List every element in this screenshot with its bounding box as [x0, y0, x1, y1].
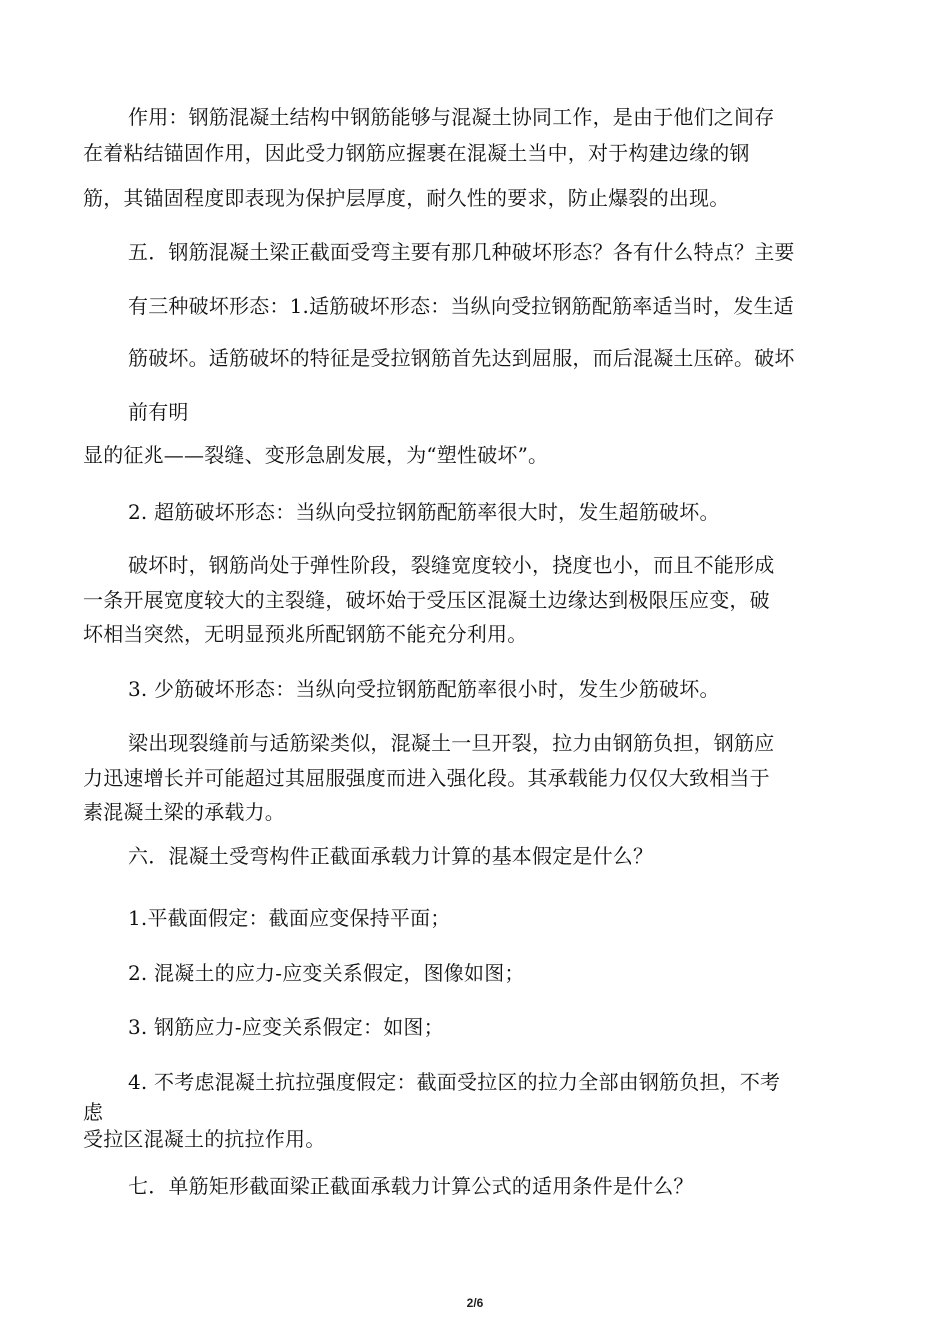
- text-line: 破坏时，钢筋尚处于弹性阶段，裂缝宽度较小，挠度也小，而且不能形成: [128, 553, 775, 577]
- text-line: 素混凝土梁的承载力。: [83, 800, 285, 824]
- section-heading: 六．混凝土受弯构件正截面承载力计算的基本假定是什么？: [128, 844, 654, 868]
- list-item: 2. 超筋破坏形态：当纵向受拉钢筋配筋率很大时，发生超筋破坏。: [128, 500, 720, 524]
- section-heading: 七．单筋矩形截面梁正截面承载力计算公式的适用条件是什么？: [128, 1174, 694, 1198]
- text-line: 坏相当突然，无明显预兆所配钢筋不能充分利用。: [83, 622, 528, 646]
- list-item: 1.平截面假定：截面应变保持平面；: [128, 906, 451, 930]
- text-line: 筋破坏。适筋破坏的特征是受拉钢筋首先达到屈服，而后混凝土压碎。破坏: [128, 346, 795, 370]
- text-line: 力迅速增长并可能超过其屈服强度而进入强化段。其承载能力仅仅大致相当于: [83, 766, 770, 790]
- list-item: 3. 钢筋应力-应变关系假定：如图；: [128, 1015, 444, 1039]
- text-line: 作用：钢筋混凝土结构中钢筋能够与混凝土协同工作，是由于他们之间存: [128, 105, 775, 129]
- text-line: 前有明: [128, 400, 189, 424]
- text-line: 在着粘结锚固作用，因此受力钢筋应握裹在混凝土当中，对于构建边缘的钢: [83, 141, 750, 165]
- page-number: 2/6: [466, 1296, 484, 1310]
- text-line: 虑: [83, 1100, 104, 1124]
- text-line: 受拉区混凝土的抗拉作用。: [83, 1127, 326, 1151]
- text-line: 一条开展宽度较大的主裂缝，破坏始于受压区混凝土边缘达到极限压应变，破: [83, 588, 770, 612]
- list-item: 3. 少筋破坏形态：当纵向受拉钢筋配筋率很小时，发生少筋破坏。: [128, 677, 720, 701]
- text-line: 有三种破坏形态：1.适筋破坏形态：当纵向受拉钢筋配筋率适当时，发生适: [128, 294, 794, 318]
- text-line: 梁出现裂缝前与适筋梁类似，混凝土一旦开裂，拉力由钢筋负担，钢筋应: [128, 731, 775, 755]
- section-heading: 五．钢筋混凝土梁正截面受弯主要有那几种破坏形态？各有什么特点？主要: [128, 240, 795, 264]
- text-line: 筋，其锚固程度即表现为保护层厚度，耐久性的要求，防止爆裂的出现。: [83, 186, 730, 210]
- list-item: 2. 混凝土的应力-应变关系假定，图像如图；: [128, 961, 525, 985]
- text-line: 显的征兆——裂缝、变形急剧发展，为“塑性破坏”。: [83, 443, 549, 467]
- list-item: 4. 不考虑混凝土抗拉强度假定：截面受拉区的拉力全部由钢筋负担，不考: [128, 1070, 781, 1094]
